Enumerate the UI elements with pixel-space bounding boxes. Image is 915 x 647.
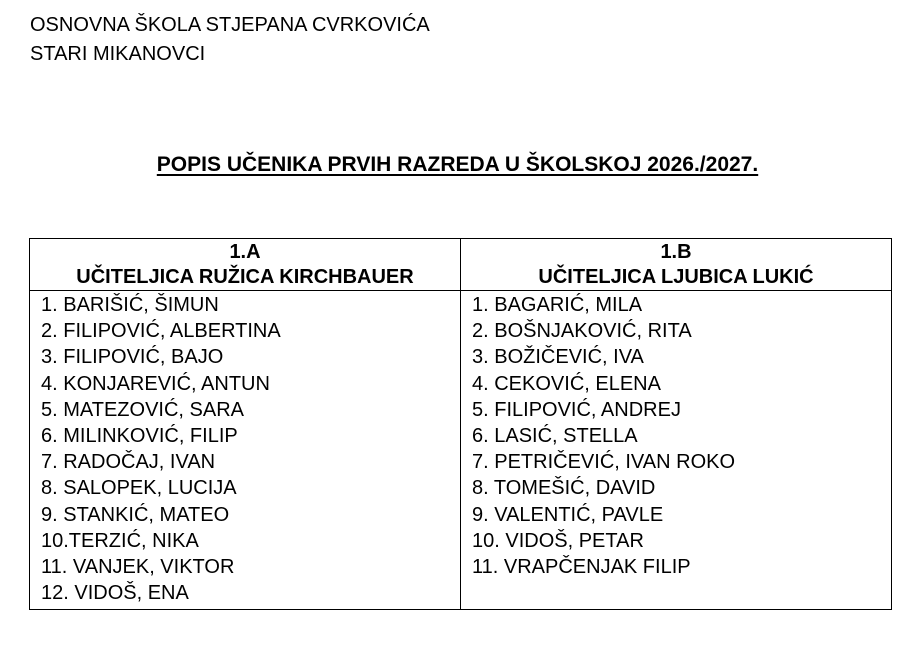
student-item: 1. BARIŠIĆ, ŠIMUN	[41, 294, 219, 316]
school-place: STARI MIKANOVCI	[30, 43, 206, 65]
student-item: 11. VRAPČENJAK FILIP	[472, 556, 691, 579]
student-item: 3. FILIPOVIĆ, BAJO	[41, 346, 224, 369]
class-teacher: UČITELJICA LJUBICA LUKIĆ	[538, 266, 814, 288]
student-item: 9. STANKIĆ, MATEO	[41, 503, 230, 526]
school-name: OSNOVNA ŠKOLA STJEPANA CVRKOVIĆA	[30, 14, 430, 36]
student-item: 6. MILINKOVIĆ, FILIP	[41, 425, 238, 448]
student-item: 8. TOMEŠIĆ, DAVID	[472, 477, 656, 500]
class-header-1a	[30, 239, 461, 291]
class-1a-students-cell	[30, 291, 461, 610]
document-title-text: POPIS UČENIKA PRVIH RAZREDA U ŠKOLSKOJ 2026./2027.	[156, 153, 759, 176]
student-item: 4. CEKOVIĆ, ELENA	[472, 372, 661, 395]
school-header	[30, 11, 430, 69]
student-item: 9. VALENTIĆ, PAVLE	[472, 503, 664, 526]
table-body-row	[30, 291, 892, 610]
student-item: 12. VIDOŠ, ENA	[41, 582, 189, 605]
student-item: 1. BAGARIĆ, MILA	[472, 294, 643, 316]
student-list-1a	[41, 292, 460, 606]
class-list-table	[29, 238, 892, 610]
student-item: 10. VIDOŠ, PETAR	[472, 529, 644, 552]
student-item: 5. MATEZOVIĆ, SARA	[41, 398, 244, 421]
student-item: 7. RADOČAJ, IVAN	[41, 451, 216, 474]
student-item: 10.TERZIĆ, NIKA	[41, 529, 199, 552]
document-title	[0, 153, 915, 177]
student-item: 7. PETRIČEVIĆ, IVAN ROKO	[472, 451, 736, 474]
class-header-1b	[461, 239, 892, 291]
student-list-1b	[472, 292, 891, 580]
student-item: 5. FILIPOVIĆ, ANDREJ	[472, 398, 681, 421]
class-name: 1.A	[229, 241, 261, 263]
class-name: 1.B	[660, 241, 692, 263]
class-teacher: UČITELJICA RUŽICA KIRCHBAUER	[76, 266, 414, 288]
student-item: 2. FILIPOVIĆ, ALBERTINA	[41, 320, 281, 343]
student-item: 6. LASIĆ, STELLA	[472, 425, 638, 448]
student-item: 11. VANJEK, VIKTOR	[41, 556, 235, 579]
class-1b-students-cell	[461, 291, 892, 610]
table-header-row	[30, 239, 892, 291]
student-item: 2. BOŠNJAKOVIĆ, RITA	[472, 320, 692, 343]
student-item: 3. BOŽIČEVIĆ, IVA	[472, 346, 644, 369]
student-item: 8. SALOPEK, LUCIJA	[41, 477, 237, 500]
student-item: 4. KONJAREVIĆ, ANTUN	[41, 372, 270, 395]
